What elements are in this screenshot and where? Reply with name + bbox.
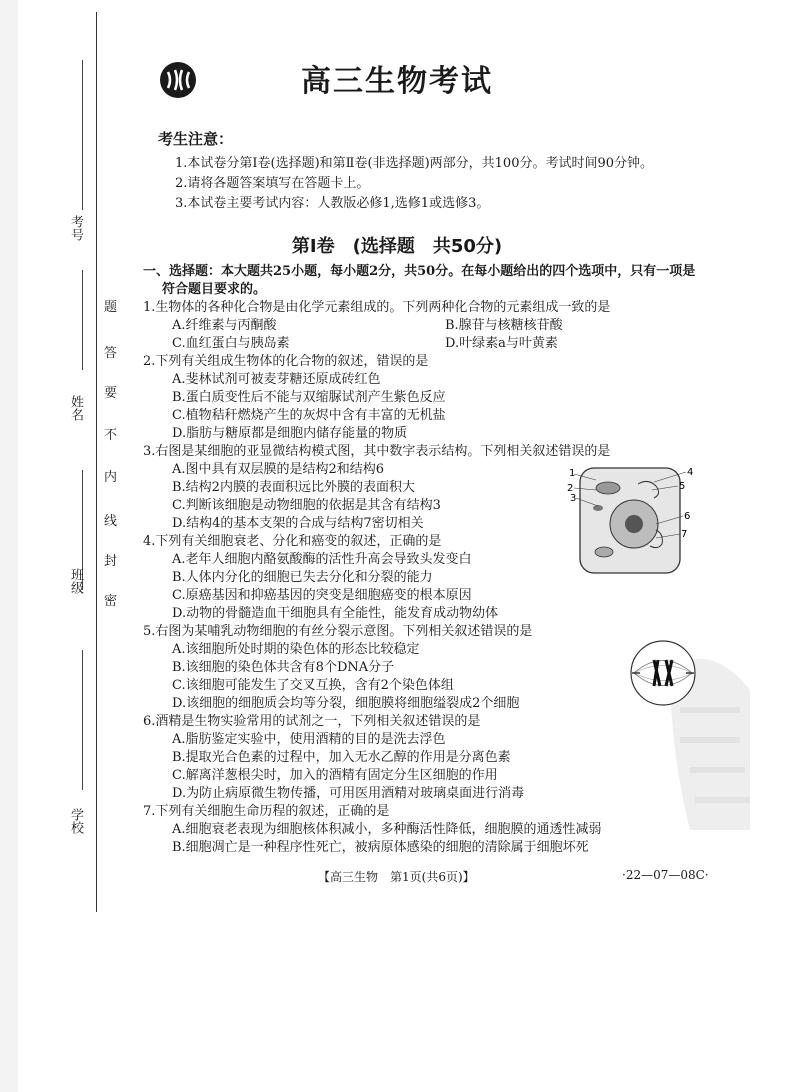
- cell-label-6: 6: [684, 511, 691, 522]
- cell-label-1: 1: [569, 468, 576, 479]
- seal-char: 要: [104, 386, 118, 401]
- option-d: D.动物的骨髓造血干细胞具有全能性，能发育成动物幼体: [172, 606, 499, 621]
- page-footer: 【高三生物 第1页(共6页)】: [318, 870, 475, 884]
- question-stem: 7.下列有关细胞生命历程的叙述，正确的是: [143, 804, 390, 819]
- option-b: B.细胞凋亡是一种程序性死亡，被病原体感染的细胞的清除属于细胞坏死: [172, 840, 589, 855]
- option-b: B.蛋白质变性后不能与双缩脲试剂产生紫色反应: [172, 390, 446, 405]
- option-d: D.为防止病原微生物传播，可用医用酒精对玻璃桌面进行消毒: [172, 786, 525, 801]
- option-c: C.判断该细胞是动物细胞的依据是其含有结构3: [172, 498, 441, 513]
- binding-line: [96, 12, 98, 912]
- field-exam-number: 考号: [68, 215, 83, 241]
- option-a: A.该细胞所处时期的染色体的形态比较稳定: [172, 642, 420, 657]
- cell-label-5: 5: [679, 481, 686, 492]
- option-c: C.解离洋葱根尖时，加入的酒精有固定分生区细胞的作用: [172, 768, 498, 783]
- option-b: B.提取光合色素的过程中，加入无水乙醇的作用是分离色素: [172, 750, 511, 765]
- cell-label-7: 7: [681, 529, 688, 540]
- option-c: C.该细胞可能发生了交叉互换，含有2个染色体组: [172, 678, 454, 693]
- question-stem: 5.右图为某哺乳动物细胞的有丝分裂示意图。下列相关叙述错误的是: [143, 624, 533, 639]
- notice-item: 1.本试卷分第Ⅰ卷(选择题)和第Ⅱ卷(非选择题)两部分，共100分。考试时间90分钟。: [175, 156, 654, 171]
- mitosis-figure: [628, 638, 698, 708]
- notice-item: 2.请将各题答案填写在答题卡上。: [175, 176, 370, 191]
- option-d: D.该细胞的细胞质会均等分裂，细胞膜将细胞缢裂成2个细胞: [172, 696, 520, 711]
- scan-edge: [0, 0, 18, 1092]
- option-a: A.脂肪鉴定实验中，使用酒精的目的是洗去浮色: [172, 732, 446, 747]
- seal-char: 封: [104, 554, 118, 569]
- seal-char: 不: [104, 428, 118, 443]
- section-title: 第Ⅰ卷 (选择题 共50分): [291, 236, 503, 257]
- name-line: [82, 270, 84, 370]
- question-stem: 4.下列有关细胞衰老、分化和癌变的叙述，正确的是: [143, 534, 442, 549]
- option-a: A.细胞衰老表现为细胞核体积减小，多种酶活性降低，细胞膜的通透性减弱: [172, 822, 602, 837]
- cell-label-4: 4: [687, 467, 694, 478]
- question-stem: 6.酒精是生物实验常用的试剂之一，下列相关叙述错误的是: [143, 714, 481, 729]
- option-b: B.人体内分化的细胞已失去分化和分裂的能力: [172, 570, 433, 585]
- section-instruction-cont: 符合题目要求的。: [162, 282, 267, 297]
- section-instruction: 一、选择题：本大题共25小题，每小题2分，共50分。在每小题给出的四个选项中，只有一项是: [143, 264, 696, 279]
- exam-code: ·22—07—08C·: [622, 868, 709, 882]
- option-d: D.结构4的基本支架的合成与结构7密切相关: [172, 516, 424, 531]
- option-d: D.脂肪与糖原都是细胞内储存能量的物质: [172, 426, 408, 441]
- option-d: D.叶绿素a与叶黄素: [445, 336, 558, 351]
- page-title: 高三生物考试: [301, 64, 493, 99]
- option-b: B.结构2内膜的表面积远比外膜的表面积大: [172, 480, 415, 495]
- seal-char: 密: [104, 594, 118, 609]
- seal-char: 题: [104, 300, 118, 315]
- option-b: B.腺苷与核糖核苷酸: [445, 318, 563, 333]
- option-a: A.图中具有双层膜的是结构2和结构6: [172, 462, 385, 477]
- field-school: 学校: [68, 808, 83, 834]
- cell-label-3: 3: [570, 493, 577, 504]
- cell-structure-figure: [568, 460, 698, 580]
- option-c: C.血红蛋白与胰岛素: [172, 336, 290, 351]
- question-stem: 3.右图是某细胞的亚显微结构模式图，其中数字表示结构。下列相关叙述错误的是: [143, 444, 611, 459]
- option-a: A.纤维素与丙酮酸: [172, 318, 277, 333]
- cell-label-2: 2: [567, 483, 574, 494]
- option-b: B.该细胞的染色体共含有8个DNA分子: [172, 660, 395, 675]
- seal-char: 线: [104, 514, 118, 529]
- option-c: C.植物秸秆燃烧产生的灰烬中含有丰富的无机盐: [172, 408, 446, 423]
- option-a: A.老年人细胞内酪氨酸酶的活性升高会导致头发变白: [172, 552, 472, 567]
- school-line: [82, 650, 84, 790]
- field-class: 班级: [68, 568, 83, 594]
- seal-char: 内: [104, 470, 118, 485]
- seal-char: 答: [104, 346, 118, 361]
- option-a: A.斐林试剂可被麦芽糖还原成砖红色: [172, 372, 381, 387]
- question-stem: 1.生物体的各种化合物是由化学元素组成的。下列两种化合物的元素组成一致的是: [143, 300, 611, 315]
- option-c: C.原癌基因和抑癌基因的突变是细胞癌变的根本原因: [172, 588, 472, 603]
- field-name: 姓名: [68, 395, 83, 421]
- question-stem: 2.下列有关组成生物体的化合物的叙述，错误的是: [143, 354, 429, 369]
- notice-item: 3.本试卷主要考试内容：人教版必修1,选修1或选修3。: [175, 196, 490, 211]
- notice-heading: 考生注意：: [158, 130, 234, 148]
